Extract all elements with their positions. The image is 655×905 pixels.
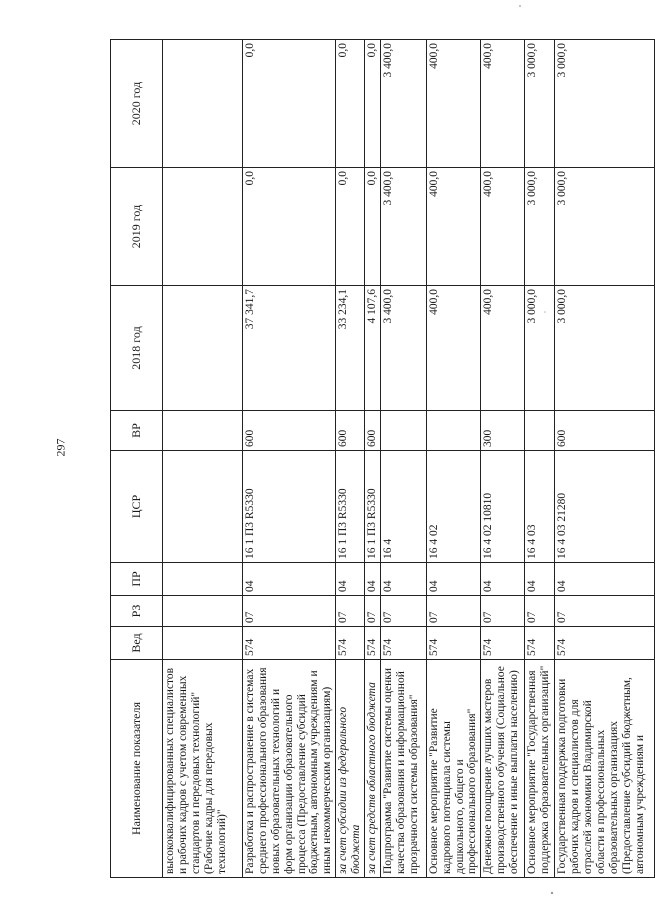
cell-y2020: 400,0 [426,40,481,168]
cell-ved [163,627,243,660]
cell-pr: 04 [525,563,555,596]
cell-pr: 04 [481,563,525,596]
cell-rz: 07 [364,596,380,627]
cell-y2019: 3 000,0 [525,168,555,286]
cell-ved: 574 [426,627,481,660]
cell-pr [163,563,243,596]
cell-y2020: 3 400,0 [380,40,426,168]
cell-csr: 16 1 П3 R5330 [364,451,380,563]
table-row [163,40,243,878]
cell-pr: 04 [555,563,655,596]
cell-rz [163,596,243,627]
header-csr: ЦСР [111,451,163,563]
cell-ved: 574 [380,627,426,660]
cell-y2020: 400,0 [481,40,525,168]
cell-vr [525,411,555,451]
cell-csr: 16 4 [380,451,426,563]
cell-ved: 574 [364,627,380,660]
header-ved: Вед [111,627,163,660]
cell-name: Денежное поощрение лучших мастеров производственного обучения (Социальное обеспечение и иные выплаты населению) [481,660,525,878]
cell-y2019: 3 400,0 [380,168,426,286]
cell-pr: 04 [243,563,336,596]
cell-y2018: 400,0 [481,286,525,411]
cell-rz: 07 [336,596,365,627]
cell-y2019: 0,0 [243,168,336,286]
cell-csr: 16 4 03 21280 [555,451,655,563]
cell-vr: 600 [243,411,336,451]
cell-y2020: 0,0 [243,40,336,168]
cell-rz: 07 [555,596,655,627]
cell-csr [163,451,243,563]
cell-vr [380,411,426,451]
header-2019: 2019 год [111,168,163,286]
cell-csr: 16 4 02 [426,451,481,563]
table-row [555,40,655,878]
cell-y2018: 3 000,0 [555,286,655,411]
cell-name: за счет субсидии из федерального бюджета [336,660,365,878]
cell-y2019: 400,0 [426,168,481,286]
cell-ved: 574 [243,627,336,660]
cell-name: Основное мероприятие "Развитие кадрового потенциала системы дошкольного, общего и профессионального образования" [426,660,481,878]
table-header-row [111,40,163,878]
table-row [364,40,380,878]
budget-table [110,39,655,878]
cell-y2018: 3 000,0 [525,286,555,411]
cell-pr: 04 [336,563,365,596]
cell-vr: 600 [555,411,655,451]
table-row [380,40,426,878]
cell-y2018: 4 107,6 [364,286,380,411]
cell-y2018: 3 400,0 [380,286,426,411]
cell-y2020 [163,40,243,168]
cell-y2019: 0,0 [364,168,380,286]
cell-ved: 574 [555,627,655,660]
header-2018: 2018 год [111,286,163,411]
cell-rz: 07 [481,596,525,627]
cell-y2020: 0,0 [336,40,365,168]
cell-y2020: 3 000,0 [555,40,655,168]
header-2020: 2020 год [111,40,163,168]
table-row [336,40,365,878]
cell-csr: 16 1 П3 R5330 [336,451,365,563]
cell-rz: 07 [426,596,481,627]
cell-vr [426,411,481,451]
header-name: Наименование показателя [111,660,163,878]
page-number: 297 [53,438,68,457]
table-body [163,40,655,878]
cell-y2018: 33 234,1 [336,286,365,411]
cell-name: Подпрограмма "Развитие системы оценки качества образования и информационной прозрачности системы образования" [380,660,426,878]
cell-csr: 16 1 П3 R5330 [243,451,336,563]
cell-vr: 600 [336,411,365,451]
cell-rz: 07 [380,596,426,627]
table-row [426,40,481,878]
cell-csr: 16 4 02 10810 [481,451,525,563]
cell-y2019: 400,0 [481,168,525,286]
cell-ved: 574 [336,627,365,660]
cell-y2020: 3 000,0 [525,40,555,168]
cell-y2019 [163,168,243,286]
cell-name: Разработка и распространение в системах среднего профессионального образования новых образовательных технологий и форм организации образовательного процесса (Предоставление субсидий бюджетным, автономным учреждениям и иным некоммерческим организациям) [243,660,336,878]
cell-pr: 04 [426,563,481,596]
header-vr: ВР [111,411,163,451]
cell-name: Государственная поддержка подготовки рабочих кадров и специалистов для отраслей экономики Владимирской области в профессиональных образовательных организациях (Предоставление субсидий бюджетным, автономным учреждениям и [555,660,655,878]
cell-ved: 574 [481,627,525,660]
cell-rz: 07 [525,596,555,627]
cell-y2019: 3 000,0 [555,168,655,286]
cell-y2018 [163,286,243,411]
header-rz: РЗ [111,596,163,627]
cell-pr: 04 [364,563,380,596]
cell-vr: 300 [481,411,525,451]
cell-vr: 600 [364,411,380,451]
cell-y2020: 0,0 [364,40,380,168]
table-row [243,40,336,878]
cell-csr: 16 4 03 [525,451,555,563]
cell-y2018: 400,0 [426,286,481,411]
cell-y2018: 37 341,7 [243,286,336,411]
cell-name: Основное мероприятие "Государственная поддержка образовательных организаций" [525,660,555,878]
cell-vr [163,411,243,451]
cell-ved: 574 [525,627,555,660]
cell-name: за счет средств областного бюджета [364,660,380,878]
cell-name: высококвалифицированных специалистов и рабочих кадров с учетом современных стандартов и передовых технологий" (Рабочие кадры для передовых технологий)" [163,660,243,878]
cell-rz: 07 [243,596,336,627]
rotated-table-container [110,40,646,878]
table-row [525,40,555,878]
table-row [481,40,525,878]
header-pr: ПР [111,563,163,596]
cell-y2019: 0,0 [336,168,365,286]
cell-pr: 04 [380,563,426,596]
